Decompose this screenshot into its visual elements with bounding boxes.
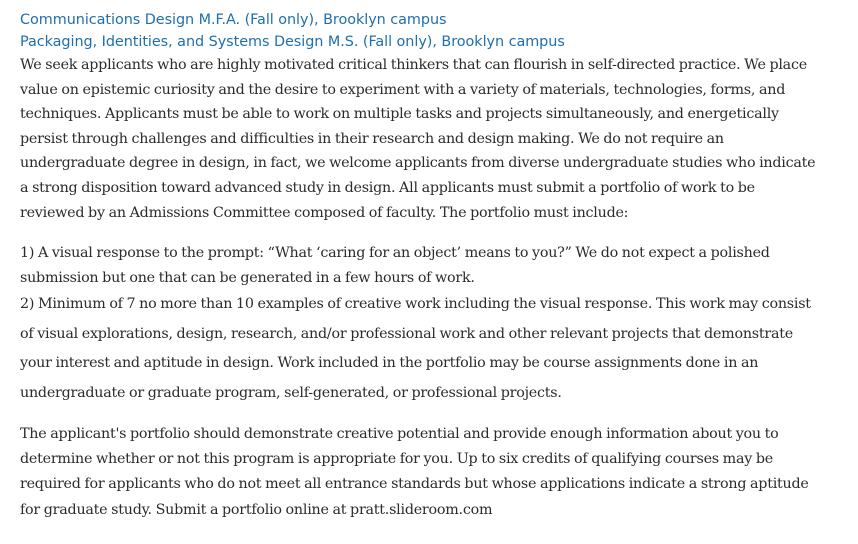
- closing-paragraph: [20, 422, 850, 523]
- intro-line: reviewed by an Admissions Committee composed of faculty. The portfolio must include:: [20, 204, 629, 221]
- requirement-line: undergraduate or graduate program, self-generated, or professional projects.: [20, 384, 562, 401]
- intro-line: undergraduate degree in design, in fact, we welcome applicants from diverse undergraduate studies who indicate: [20, 155, 816, 172]
- requirement-item-1: [20, 241, 850, 290]
- requirement-line: your interest and aptitude in design. Work included in the portfolio may be course assignments done in an: [20, 355, 759, 372]
- intro-line: persist through challenges and difficulties in their research and design making. We do not require an: [20, 130, 724, 147]
- intro-paragraph: [20, 53, 850, 225]
- intro-line: a strong disposition toward advanced study in design. All applicants must submit a portfolio of work to be: [20, 179, 755, 196]
- closing-line: for graduate study. Submit a portfolio online at pratt.slideroom.com: [20, 501, 493, 518]
- closing-line: determine whether or not this program is appropriate for you. Up to six credits of qualifying courses may be: [20, 451, 773, 468]
- requirement-item-2: [20, 290, 850, 408]
- requirement-line: 1) A visual response to the prompt: “What ‘caring for an object’ means to you?” We do not expect a polished: [20, 245, 770, 262]
- requirement-line: 2) Minimum of 7 no more than 10 examples of creative work including the visual response. This work may consist: [20, 296, 811, 313]
- closing-line: The applicant's portfolio should demonstrate creative potential and provide enough information about you to: [20, 425, 779, 442]
- program-link-packaging-identities-systems[interactable]: Packaging, Identities, and Systems Design M.S. (Fall only), Brooklyn campus: [20, 34, 565, 50]
- intro-line: value on epistemic curiosity and the desire to experiment with a variety of materials, technologies, forms, and: [20, 81, 786, 98]
- intro-line: techniques. Applicants must be able to work on multiple tasks and projects simultaneously, and energetically: [20, 106, 779, 123]
- requirement-line: submission but one that can be generated in a few hours of work.: [20, 269, 475, 286]
- intro-line: We seek applicants who are highly motivated critical thinkers that can flourish in self-directed practice. We place: [20, 57, 807, 73]
- program-link-communications-design[interactable]: Communications Design M.F.A. (Fall only), Brooklyn campus: [20, 12, 447, 28]
- requirement-line: of visual explorations, design, research, and/or professional work and other relevant projects that demonstrate: [20, 325, 793, 342]
- admissions-content: [20, 9, 850, 523]
- closing-line: required for applicants who do not meet all entrance standards but whose applications indicate a strong aptitude: [20, 476, 809, 493]
